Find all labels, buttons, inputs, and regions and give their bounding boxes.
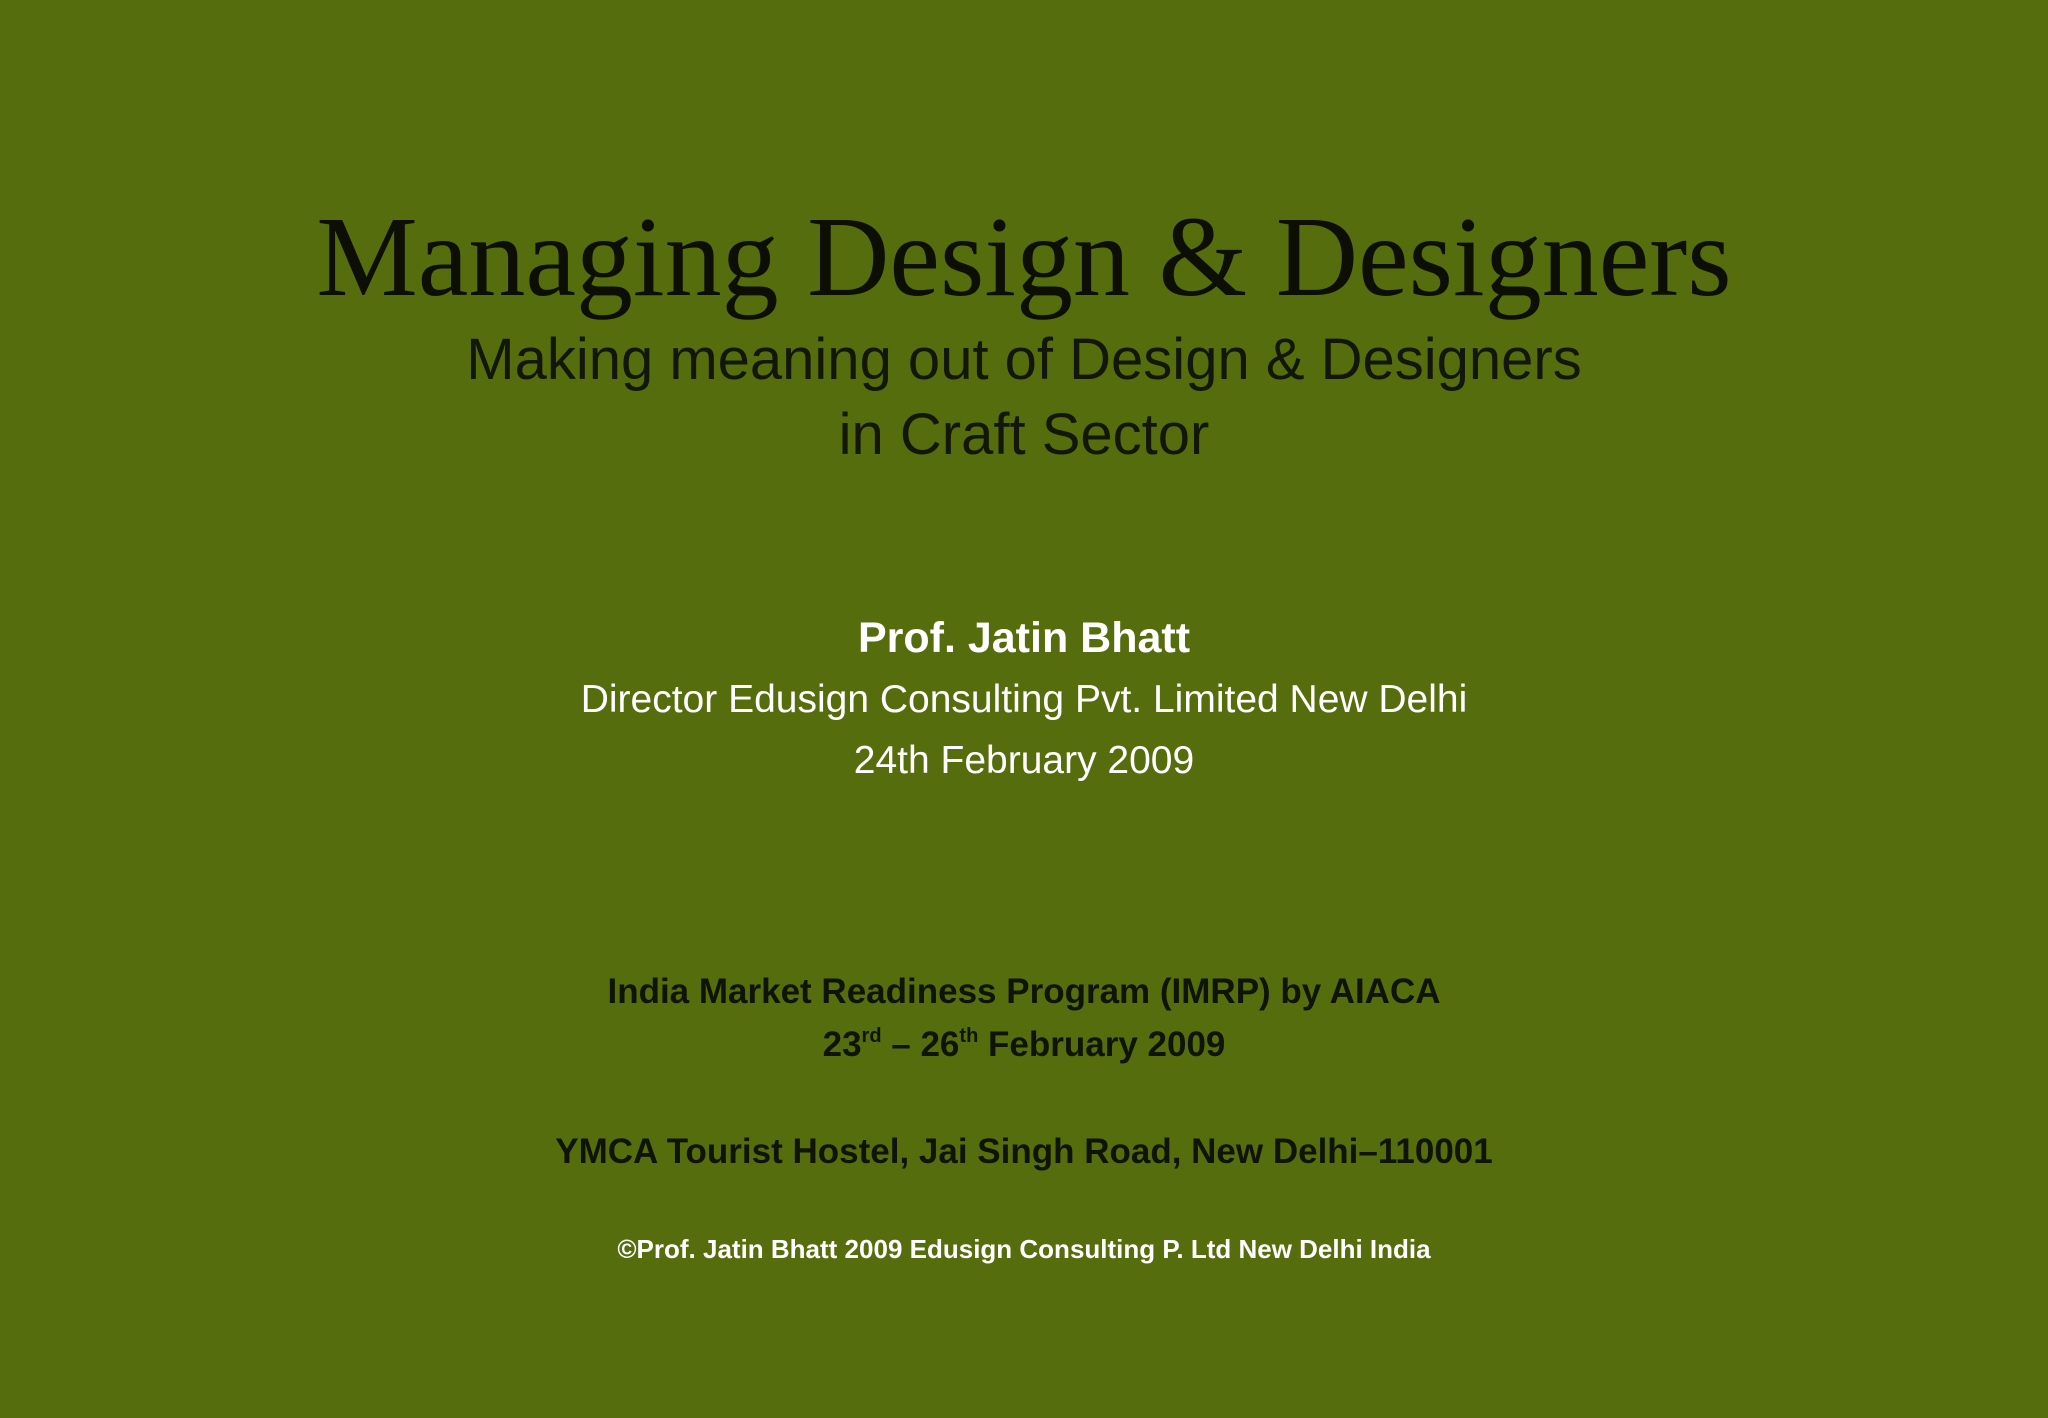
event-venue: YMCA Tourist Hostel, Jai Singh Road, New Delhi–110001 xyxy=(555,1132,1493,1171)
event-dates xyxy=(0,1022,2048,1068)
slide-title: Managing Design & Designers xyxy=(316,193,1732,320)
event-end-suffix: th xyxy=(959,1025,979,1047)
author-role: Director Edusign Consulting Pvt. Limited New Delhi xyxy=(580,678,1468,721)
presentation-date: 24th February 2009 xyxy=(853,739,1195,782)
event-name: India Market Readiness Program (IMRP) by AIACA xyxy=(607,972,1441,1011)
copyright-notice: ©Prof. Jatin Bhatt 2009 Edusign Consulting P. Ltd New Delhi India xyxy=(617,1234,1431,1264)
slide-subtitle-line-2: in Craft Sector xyxy=(838,402,1210,467)
event-end-day: 26 xyxy=(920,1025,960,1064)
author-name: Prof. Jatin Bhatt xyxy=(857,614,1191,662)
slide-subtitle-line-1: Making meaning out of Design & Designers xyxy=(466,327,1582,392)
event-month-year: February 2009 xyxy=(978,1025,1226,1064)
event-start-day: 23 xyxy=(822,1025,862,1064)
event-date-separator: – xyxy=(881,1025,921,1064)
event-start-suffix: rd xyxy=(861,1025,882,1047)
